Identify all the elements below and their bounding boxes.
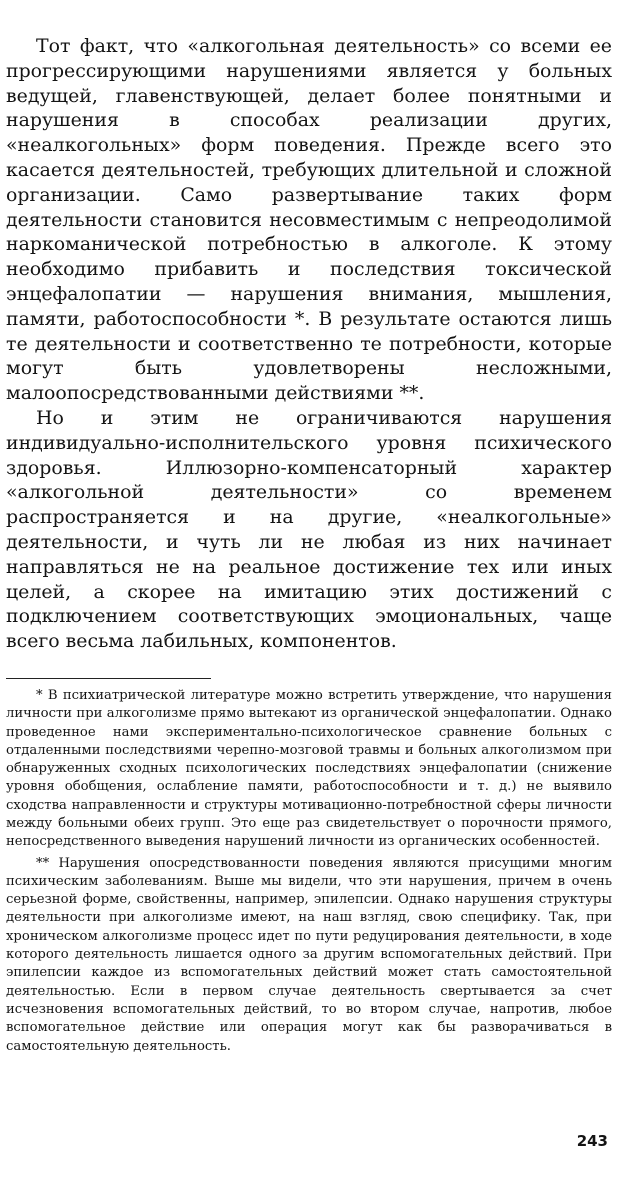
main-text — [6, 34, 612, 654]
paragraph: Но и этим не ограничиваются нарушения индивидуально-исполнительского уровня психического здоровья. Иллюзорно-компенсаторный характер «алкогольной деятельности» со временем распространяется и на другие, «неалкогольные» деятельности, и чуть ли не любая из них начинает направляться не на реальное достижение тех или иных целей, а скорее на имитацию этих достижений с подключением соответствующих эмоциональных, чаще всего весьма лабильных, компонентов. — [6, 406, 612, 653]
footnote: * В психиатрической литературе можно встретить утверждение, что нарушения личности при алкоголизме прямо вытекают из органической энцефалопатии. Однако проведенное нами экспериментально-психологическое сравнение больных с отдаленными последствиями черепно-мозговой травмы и больных алкоголизмом при обнаруженных сходных психологических последствиях энцефалопатии (снижение уровня обобщения, ослабление памяти, работоспособности и т. д.) не выявило сходства направленности и структуры мотивационно-потребностной сферы личности между больными обеих групп. Это еще раз свидетельствует о порочности прямого, непосредственного выведения нарушений личности из органических особенностей. — [6, 687, 612, 850]
footnote-divider — [6, 678, 211, 679]
footnotes — [6, 687, 612, 1056]
page-number: 243 — [576, 1132, 608, 1150]
footnote: ** Нарушения опосредствованности поведения являются присущими многим психическим заболеваниям. Выше мы видели, что эти нарушения, причем в очень серьезной форме, свойственны, например, эпилепсии. Однако нарушения структуры деятельности при алкоголизме имеют, на наш взгляд, свою специфику. Так, при хроническом алкоголизме процесс идет по пути редуцирования деятельности, в ходе которого деятельность лишается одного за другим вспомогательных действий. При эпилепсии каждое из вспомогательных действий может стать самостоятельной деятельностью. Если в первом случае деятельность свертывается за счет исчезновения вспомогательных действий, то во втором случае, напротив, любое вспомогательное действие или операция могут как бы разворачиваться в самостоятельную деятельность. — [6, 855, 612, 1054]
paragraph: Тот факт, что «алкогольная деятельность» со всеми ее прогрессирующими нарушениями является у больных ведущей, главенствующей, делает более понятными и нарушения в способах реализации других, «неалкогольных» форм поведения. Прежде всего это касается деятельностей, требующих длительной и сложной организации. Само развертывание таких форм деятельности становится несовместимым с непреодолимой наркоманической потребностью в алкоголе. К этому необходимо прибавить и последствия токсической энцефалопатии — нарушения внимания, мышления, памяти, работоспособности *. В результате остаются лишь те деятельности и соответственно те потребности, которые могут быть удовлетворены несложными, малоопосредствованными действиями **. — [6, 35, 612, 405]
